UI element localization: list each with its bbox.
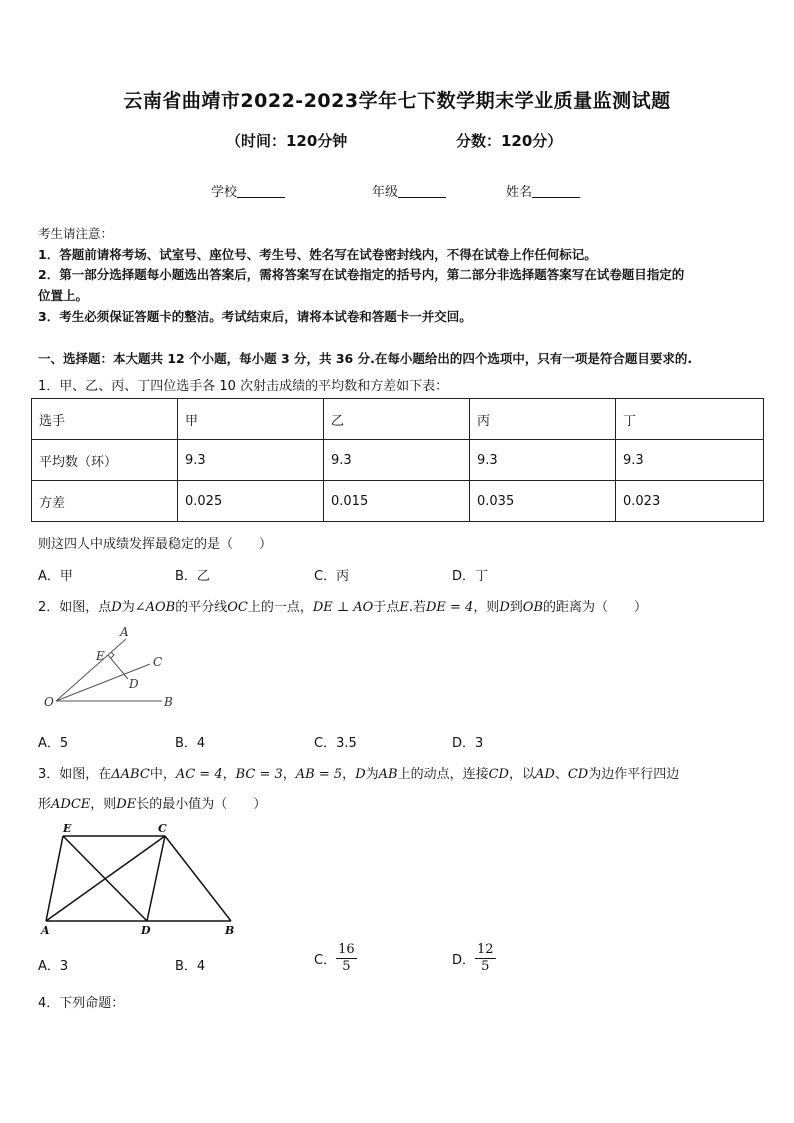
q3-text: 为边作平行四边 [588, 767, 680, 782]
q3-text: 中， [149, 767, 176, 782]
q1-option-c[interactable]: C．丙 [314, 569, 350, 584]
section-heading: 一、选择题：本大题共 12 个小题，每小题 3 分，共 36 分.在每小题给出的四个选项中，只有一项是符合题目要求的. [38, 351, 693, 366]
q2-text: 上的一点， [247, 600, 313, 615]
q3-text: 、 [554, 767, 568, 782]
notice-item-2: 2．第一部分选择题每小题选出答案后，需将答案写在试卷指定的括号内，第二部分非选择题答案写在试卷题目指定的 [38, 267, 685, 282]
label-e: E [96, 649, 105, 663]
grade-blank[interactable] [398, 184, 446, 198]
fraction-numerator: 16 [338, 942, 355, 957]
option-prefix: D． [452, 953, 476, 968]
q3-stem-line2 [38, 793, 266, 812]
table-cell: 9.3 [324, 440, 470, 481]
q2-figure [40, 622, 190, 717]
label-b: B [164, 695, 173, 709]
q3-math: ADCE [51, 797, 91, 812]
q3-option-b[interactable]: B．4 [175, 959, 206, 974]
q3-text: ，则 [90, 797, 117, 812]
q2-math: DE = 4 [425, 600, 474, 615]
notice-item-1: 1．答题前请将考场、试室号、座位号、考生号、姓名写在试卷密封线内，不得在试卷上作任何标记。 [38, 247, 597, 262]
table-cell: 平均数（环） [32, 440, 178, 481]
option-prefix: C． [314, 953, 337, 968]
q2-math: D [499, 600, 510, 615]
q2-text: 到 [509, 600, 523, 615]
q2-stem [38, 596, 647, 615]
q1-option-b[interactable]: B．乙 [175, 569, 210, 584]
score-label: 分数：120分） [456, 132, 563, 150]
q2-text: .若 [408, 600, 426, 615]
ray-oa [56, 639, 126, 701]
grade-label: 年级 [372, 185, 399, 200]
notice-item-3: 3．考生必须保证答题卡的整洁。考试结束后，请将本试卷和答题卡一并交回。 [38, 309, 472, 324]
q3-math: BC = 3 [235, 767, 283, 782]
table-cell: 9.3 [470, 440, 616, 481]
time-label: （时间：120分钟 [226, 132, 348, 150]
q2-option-c[interactable]: C．3.5 [314, 736, 357, 751]
q2-math: D [111, 600, 122, 615]
table-cell: 9.3 [616, 440, 764, 481]
table-cell: 9.3 [178, 440, 324, 481]
q3-text: 长的最小值为（ ） [136, 797, 267, 812]
label-o: O [44, 695, 54, 709]
q2-option-d[interactable]: D．3 [452, 736, 484, 751]
table-cell: 方差 [32, 481, 178, 522]
q4-stem: 4．下列命题： [38, 996, 125, 1011]
q3-text: 为 [365, 767, 379, 782]
notice-item-2-cont: 位置上。 [38, 288, 89, 303]
q2-math: OC [227, 600, 248, 615]
q3-text: 3．如图，在 [38, 767, 112, 782]
fraction [336, 942, 357, 975]
label-a: A [120, 625, 129, 639]
table-cell: 选手 [32, 399, 178, 440]
page-title: 云南省曲靖市2022-2023学年七下数学期末学业质量监测试题 [123, 90, 671, 112]
grade-field[interactable] [372, 181, 446, 200]
label-b: B [225, 924, 235, 937]
q3-math: ΔABC [111, 767, 150, 782]
q3-math: D [355, 767, 366, 782]
q3-text: ， [282, 767, 296, 782]
fraction-denominator: 5 [481, 959, 490, 974]
q2-math: E [399, 600, 409, 615]
q3-text: ，以 [508, 767, 535, 782]
q3-math: AB [378, 767, 398, 782]
q2-text: 为 [121, 600, 135, 615]
table-cell: 0.023 [616, 481, 764, 522]
table-cell: 丙 [470, 399, 616, 440]
q3-math: DE [116, 797, 137, 812]
table-row [32, 440, 764, 481]
fraction-denominator: 5 [342, 959, 351, 974]
q3-option-c[interactable] [314, 942, 357, 975]
q3-math: AC = 4 [175, 767, 223, 782]
q2-text: ，则 [473, 600, 500, 615]
table-cell: 丁 [616, 399, 764, 440]
q3-stem-line1 [38, 763, 679, 782]
q3-text: 上的动点，连接 [397, 767, 489, 782]
label-e: E [63, 822, 72, 835]
q3-text: ， [222, 767, 236, 782]
q2-text: 于点 [373, 600, 400, 615]
q3-math: AB = 5 [295, 767, 343, 782]
q3-text: 形 [38, 797, 52, 812]
q2-text: 的平分线 [175, 600, 228, 615]
label-a: A [41, 924, 50, 937]
q1-stem: 1．甲、乙、丙、丁四位选手各 10 次射击成绩的平均数和方差如下表： [38, 379, 449, 394]
q2-option-b[interactable]: B．4 [175, 736, 206, 751]
name-field[interactable] [506, 181, 580, 200]
name-blank[interactable] [532, 184, 580, 198]
table-cell: 0.035 [470, 481, 616, 522]
q2-math: DE ⊥ AO [312, 600, 374, 615]
q3-option-d[interactable] [452, 942, 496, 975]
q2-text: 2．如图，点 [38, 600, 112, 615]
school-label: 学校 [211, 185, 238, 200]
q2-text: 的距离为（ ） [543, 600, 648, 615]
label-c: C [153, 655, 163, 669]
segment-cb [165, 836, 231, 921]
school-field[interactable] [211, 181, 285, 200]
label-d: D [129, 677, 139, 691]
right-angle-mark [111, 652, 114, 658]
table-cell: 甲 [178, 399, 324, 440]
table-cell: 0.025 [178, 481, 324, 522]
segment-cd [147, 836, 165, 921]
label-d: D [141, 924, 151, 937]
label-c: C [158, 822, 167, 835]
q1-table [31, 398, 764, 522]
q1-option-a[interactable]: A．甲 [38, 569, 73, 584]
q1-option-d[interactable]: D．丁 [452, 569, 489, 584]
table-row [32, 481, 764, 522]
q1-question: 则这四人中成绩发挥最稳定的是（ ） [38, 537, 273, 552]
notice-heading: 考生请注意： [38, 226, 114, 241]
q2-option-a[interactable]: A．5 [38, 736, 69, 751]
q2-math: ∠AOB [134, 600, 176, 615]
q2-math: OB [522, 600, 544, 615]
table-cell: 0.015 [324, 481, 470, 522]
q3-math: CD [488, 767, 509, 782]
table-cell: 乙 [324, 399, 470, 440]
segment-ac [46, 836, 165, 921]
fraction-numerator: 12 [477, 942, 494, 957]
q3-math: CD [567, 767, 589, 782]
segment-de [108, 655, 128, 679]
name-label: 姓名 [506, 185, 533, 200]
q3-figure [35, 820, 240, 938]
table-row [32, 399, 764, 440]
fraction [475, 942, 496, 975]
school-blank[interactable] [237, 184, 285, 198]
q3-text: ， [342, 767, 356, 782]
segment-ea [46, 836, 63, 921]
q3-option-a[interactable]: A．3 [38, 959, 69, 974]
q3-math: AD [535, 767, 555, 782]
